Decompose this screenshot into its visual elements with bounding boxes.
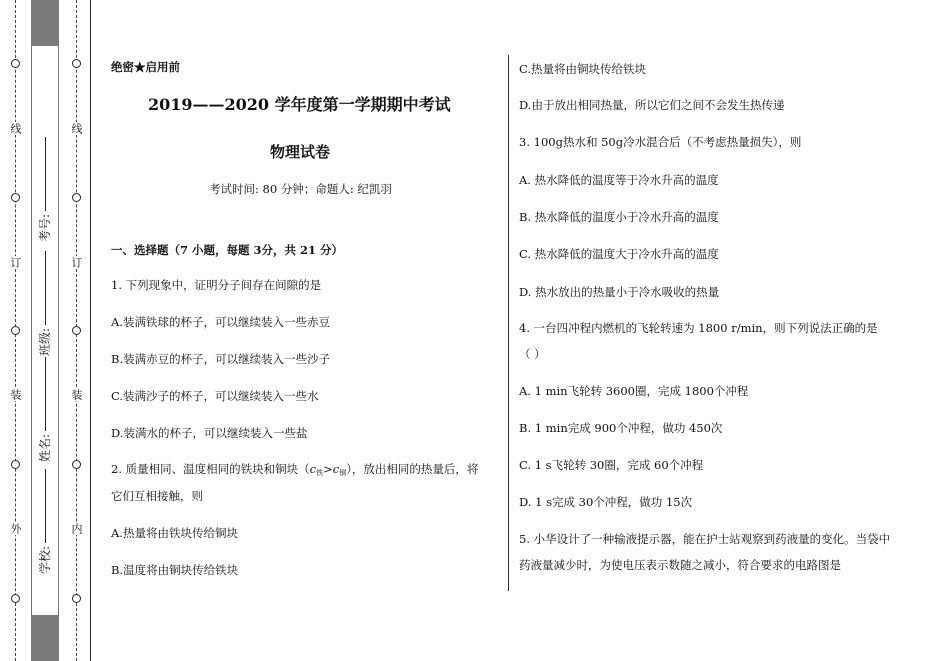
question-3-option-b: B. 热水降低的温度小于冷水升高的温度 [519, 210, 719, 224]
question-4-option-c: C. 1 s飞轮转 30圈，完成 60个冲程 [519, 458, 704, 472]
binding-hole [11, 193, 20, 202]
sep-char-xian: 线 [9, 123, 22, 134]
binding-hole [11, 59, 20, 68]
sep-char-nei: 内 [70, 523, 83, 534]
sep-char-ding: 订 [9, 257, 22, 268]
exam-info: 考试时间: 80 分钟；命题人: 纪凯羽 [209, 182, 392, 196]
binding-hole [11, 460, 20, 469]
secret-label: 绝密★启用前 [111, 60, 180, 74]
binding-hole [72, 59, 81, 68]
question-1-option-a: A.装满铁球的杯子，可以继续装入一些赤豆 [111, 315, 330, 329]
question-3-option-c: C. 热水降低的温度大于冷水升高的温度 [519, 247, 719, 261]
sep-char-zhuang: 装 [70, 389, 83, 400]
question-3-option-a: A. 热水降低的温度等于冷水升高的温度 [519, 173, 719, 187]
exam-title: 2019——2020 学年度第一学期期中考试 [148, 95, 451, 114]
question-3-stem: 3. 100g热水和 50g冷水混合后（不考虑热量损失），则 [519, 135, 802, 149]
binding-hole [11, 594, 20, 603]
question-2-option-a: A.热量将由铁块传给铜块 [111, 526, 238, 540]
question-1-option-c: C.装满沙子的杯子，可以继续装入一些水 [111, 389, 319, 403]
binding-hole [72, 193, 81, 202]
sep-char-zhuang: 装 [9, 389, 22, 400]
name-field[interactable]: 姓名: [36, 357, 53, 462]
margin-rule [90, 0, 91, 661]
question-2-option-d: D.由于放出相同热量，所以它们之间不会发生热传递 [519, 98, 785, 112]
c-iron: c [309, 462, 317, 476]
question-1-stem: 1. 下列现象中，证明分子间存在间隙的是 [111, 278, 322, 292]
class-field[interactable]: 班级: [36, 251, 53, 356]
column-divider [508, 55, 509, 591]
sep-char-ding: 订 [70, 257, 83, 268]
question-4-option-d: D. 1 s完成 30个冲程，做功 15次 [519, 495, 693, 509]
section-heading: 一、选择题（7 小题，每题 3分，共 21 分） [111, 243, 344, 257]
question-5-line1: 5. 小华设计了一种输液提示器，能在护士站观察到药液量的变化。当袋中 [519, 532, 891, 546]
question-2-stem-line2: 它们互相接触，则 [111, 489, 203, 503]
binding-hole [72, 594, 81, 603]
question-2-option-b: B.温度将由铜块传给铁块 [111, 563, 239, 577]
question-4-option-a: A. 1 min飞轮转 3600圈，完成 1800个冲程 [519, 384, 749, 398]
question-2-stem: 2. 质量相同、温度相同的铁块和铜块（c铁>c铜），放出相同的热量后，将 [111, 462, 479, 477]
c-copper: c [332, 462, 340, 476]
exam-number-field[interactable]: 考号: [36, 137, 53, 242]
question-1-option-b: B.装满赤豆的杯子，可以继续装入一些沙子 [111, 352, 331, 366]
sep-char-wai: 外 [9, 523, 22, 534]
binding-hole [72, 326, 81, 335]
question-1-option-d: D.装满水的杯子，可以继续装入一些盐 [111, 426, 308, 440]
subject-title: 物理试卷 [270, 143, 331, 161]
question-3-option-d: D. 热水放出的热量小于冷水吸收的热量 [519, 285, 720, 299]
question-2-option-c: C.热量将由铜块传给铁块 [519, 62, 647, 76]
binding-hole [72, 460, 81, 469]
sep-char-xian: 线 [70, 123, 83, 134]
school-field[interactable]: 学校: [36, 469, 53, 574]
question-4-bracket: （ ） [519, 347, 546, 361]
question-4-option-b: B. 1 min完成 900个冲程，做功 450次 [519, 421, 723, 435]
question-4-stem: 4. 一台四冲程内燃机的飞轮转速为 1800 r/min，则下列说法正确的是 [519, 321, 878, 335]
question-5-line2: 药液量减少时，为使电压表示数随之减小，符合要求的电路图是 [519, 558, 841, 572]
binding-hole [11, 326, 20, 335]
